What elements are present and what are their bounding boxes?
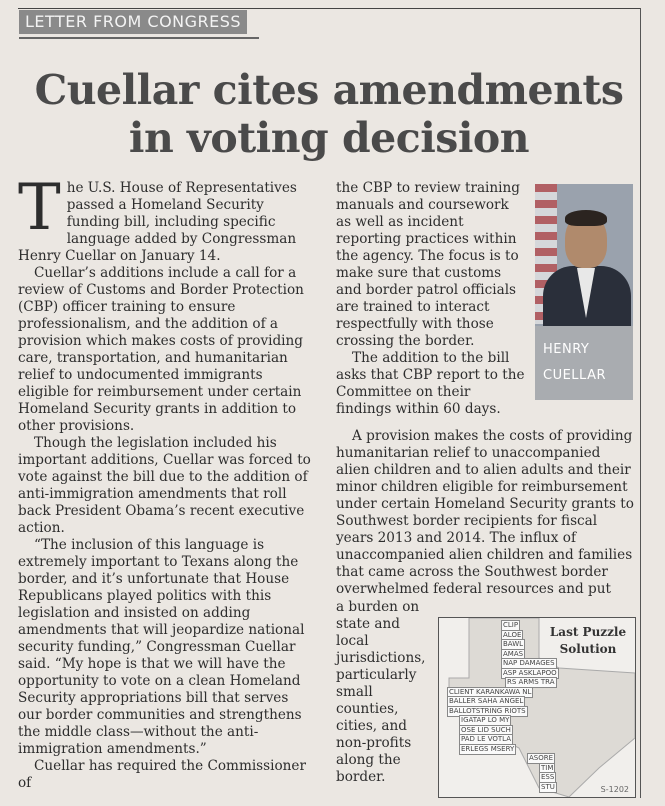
article-paragraph-2: Cuellar’s additions include a call for a review of Customs and Border Protection (CBP) officer training to ensure professionalism, and the addition of a provision which makes costs of providing care, transportation, and humanitarian relief to undocumented immigrants eligible for reimbursement under certain Homeland Security grants in addition to other provisions. bbox=[18, 265, 304, 434]
crossword-row-letters: BALLER SAHA ANGEL bbox=[449, 697, 524, 705]
crossword-row-letters: RS ARMS TRA bbox=[507, 678, 555, 686]
article-column-1 bbox=[18, 171, 316, 792]
photo-caption-last: CUELLAR bbox=[543, 368, 607, 383]
right-rule bbox=[640, 8, 641, 798]
crossword-row-letters: ASP ASKLAPOO bbox=[503, 668, 557, 677]
crossword-row-letters: TIM bbox=[541, 763, 554, 772]
puzzle-solution-box bbox=[438, 617, 636, 798]
article-continuation: the CBP to review training manuals and coursework as well as incident reporting practices within the agency. The focus is to make sure that customs and border patrol officials are trained to interact respectfully with those crossing the border. bbox=[336, 180, 520, 349]
puzzle-title: Last Puzzle Solution bbox=[549, 625, 627, 656]
crossword-row-letters: OSE LID SUCH bbox=[461, 725, 511, 734]
article-paragraph-7: A provision makes the costs of providing humanitarian relief to unaccompanied alien children and to alien adults and their minor children eligible for reimbursement under certain Homeland Security grants to Southwest border recipients for fiscal years 2013 and 2014. The influx of unaccompanied alien children and families that came across the Southwest border overwhelmed federal resources and put bbox=[336, 428, 634, 597]
headline: Cuellar cites amendments in voting decision bbox=[34, 66, 624, 162]
caption-box bbox=[535, 326, 633, 400]
article-paragraph-4: “The inclusion of this language is extremely important to Texans along the border, and it’s unfortunate that House Republicans played politics with this legislation and insisted on adding amendments that will jeopardize national security funding,” Congressman Cuellar said. “My hope is that we will have the opportunity to vote on a clean Homeland Security appropriations bill that serves our border communities and strengthens the middle class—without the anti-immigration amendments.” bbox=[18, 537, 305, 757]
top-rule bbox=[18, 8, 640, 9]
article-paragraph-3: Though the legislation included his important additions, Cuellar was forced to vote against the bill due to the addition of anti-immigration amendments that roll back President Obama’s recent executive action. bbox=[18, 435, 311, 536]
crossword-row-letters: IGATAP LO MY bbox=[461, 716, 510, 724]
article-paragraph-7-end: a burden on state and local jurisdictions, particularly small counties, cities, and non-profits along the border. bbox=[336, 599, 426, 785]
article-column-2-narrow bbox=[336, 599, 428, 786]
crossword-row-letters: BALLOTSTRING RIOTS bbox=[449, 706, 526, 715]
crossword-row-letters: STU bbox=[541, 782, 555, 791]
paragraph-1-text: he U.S. House of Representatives passed a Homeland Security funding bill, including specific language added by Congressman Henry Cuellar on January 14. bbox=[18, 180, 297, 264]
crossword-row-letters: AMAS bbox=[503, 649, 524, 658]
crossword-row-letters: CLIP bbox=[503, 621, 519, 629]
puzzle-code: S-1202 bbox=[600, 785, 629, 794]
photo-caption-first: HENRY bbox=[543, 342, 590, 357]
section-tag-rule bbox=[19, 37, 259, 39]
crossword-row bbox=[539, 782, 557, 793]
crossword-row bbox=[459, 744, 516, 755]
crossword-row-letters: ERLEGS MSERY bbox=[461, 744, 515, 753]
article-paragraph-5: Cuellar has required the Commissioner of bbox=[18, 758, 306, 791]
article-paragraph-6: The addition to the bill asks that CBP report to the Committee on their findings within 60 days. bbox=[336, 350, 525, 417]
crossword-row-letters: CLIENT KARANKAWA NL bbox=[449, 687, 532, 696]
crossword-row-letters: NAP DAMAGES bbox=[503, 659, 555, 667]
portrait-hair bbox=[565, 210, 607, 226]
article-column-2-bottom bbox=[336, 428, 636, 598]
article-column-2-top bbox=[336, 180, 526, 418]
crossword-row-letters: BAWL bbox=[503, 640, 524, 648]
crossword-row-letters: ASORE bbox=[529, 754, 554, 762]
section-tag: LETTER FROM CONGRESS bbox=[19, 10, 247, 34]
article-paragraph-1 bbox=[18, 171, 316, 265]
drop-cap: T bbox=[18, 171, 61, 245]
crossword-row-letters: PAD LE VOTLA bbox=[461, 735, 512, 743]
crossword-row-letters: ESS bbox=[541, 773, 555, 781]
crossword-row-letters: ALOE bbox=[503, 630, 522, 639]
portrait-photo bbox=[535, 184, 633, 400]
